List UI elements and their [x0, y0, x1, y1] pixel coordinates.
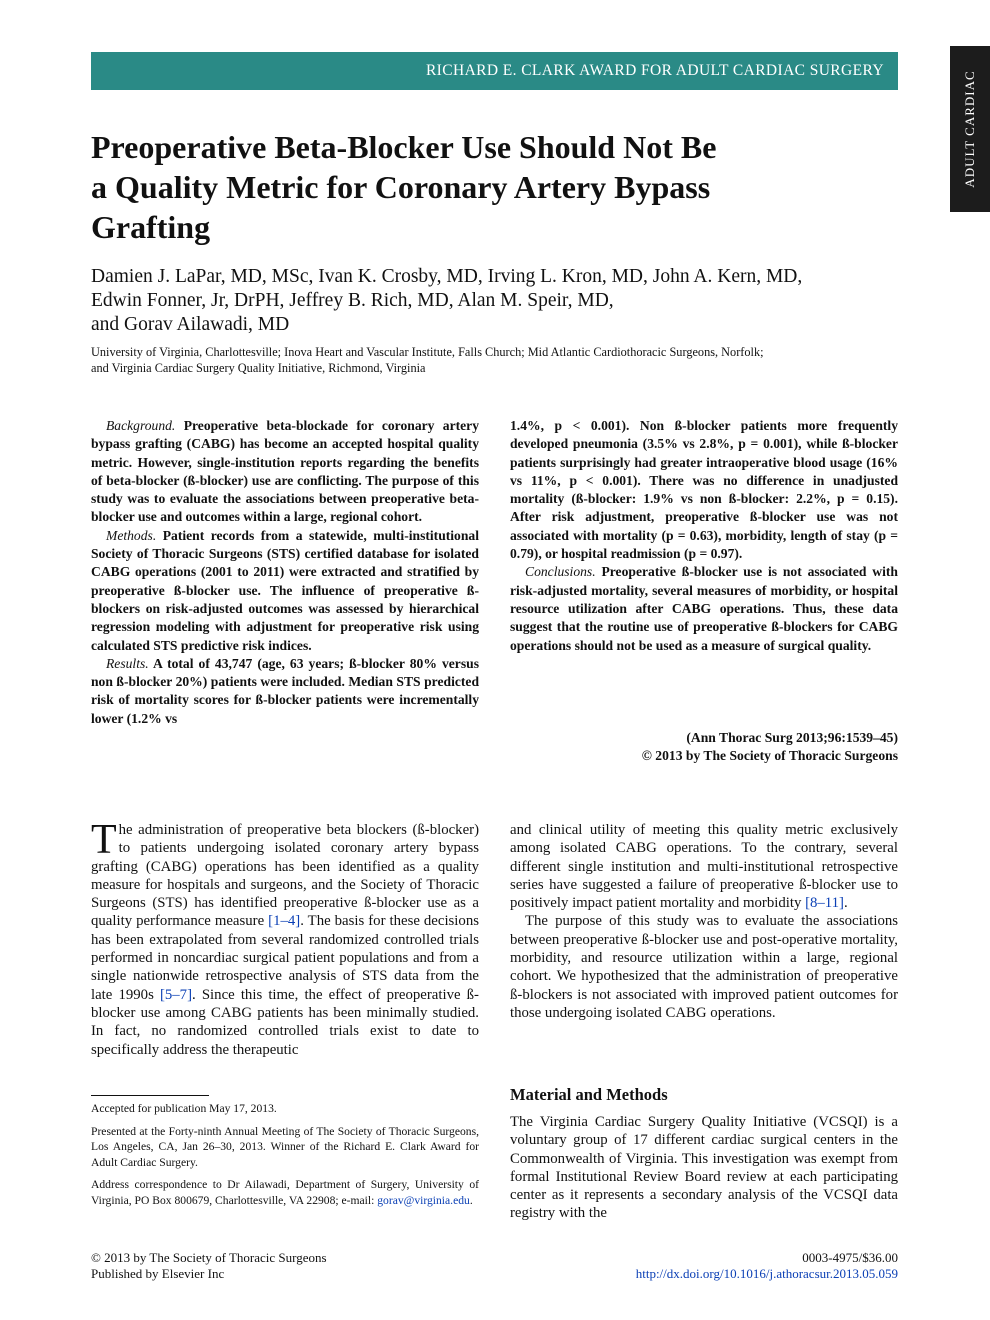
abstract-right-column: [510, 417, 898, 655]
body-right-column: [510, 821, 898, 1022]
side-tab: [950, 46, 990, 212]
footer-price: 0003-4975/$36.00: [802, 1250, 898, 1265]
email-link[interactable]: gorav@virginia.edu: [377, 1193, 470, 1207]
background-text: Preoperative beta-blockade for coronary artery bypass grafting (CABG) has become an accepted hospital quality metric. However, single-institution reports regarding the benefits of beta-blocker (ß-blocker) use are conflicting. The purpose of this study was to evaluate the associations between preoperative beta-blocker use and outcomes within a large, regional cohort.: [91, 418, 479, 525]
methods-label: Methods.: [106, 527, 157, 543]
title-line-2: a Quality Metric for Coronary Artery Bypass: [91, 169, 711, 205]
footer-copyright: © 2013 by The Society of Thoracic Surgeons: [91, 1250, 327, 1265]
footnotes: [91, 1101, 479, 1215]
intro-text-3: . Since this time, the effect of preoperative ß-blocker use among CABG patients has been minimally studied. In fact, no randomized controlled trials exist to date to specifically address the therapeutic: [91, 986, 479, 1058]
authors-line-3: and Gorav Ailawadi, MD: [91, 314, 290, 335]
abstract-left-column: [91, 417, 479, 728]
affiliations: [91, 345, 901, 376]
background-label: Background.: [106, 418, 176, 433]
section-heading-methods: Material and Methods: [510, 1085, 668, 1104]
citation-line-1: (Ann Thorac Surg 2013;96:1539–45): [686, 730, 898, 745]
authors-line-2: Edwin Fonner, Jr, DrPH, Jeffrey B. Rich, MD, Alan M. Speir, MD,: [91, 290, 614, 311]
reference-link-8-11[interactable]: [8–11]: [805, 895, 844, 912]
abstract-conclusions: [510, 563, 898, 654]
results-label: Results.: [106, 655, 149, 671]
purpose-paragraph: The purpose of this study was to evaluate the associations between preoperative ß-blocker use and post-operative mortality, morbidity, and resource utilization within a large, regional cohort. We hypothesized that the administration of preoperative ß-blockers is not associated with improved patient outcomes for those undergoing isolated CABG operations.: [510, 913, 898, 1021]
results-cont-2: p < 0.001). Non ß-blocker patients more frequently developed pneumonia (3.5% vs 2.8%,: [510, 418, 898, 452]
conclusions-text: Preoperative ß-blocker use is not associated with risk-adjusted mortality, several measures of morbidity, or hospital resource utilization after CABG operations. Thus, these data suggest that the routine use of preoperative ß-blockers for CABG operations should not be used as a measure of surgical quality.: [510, 564, 898, 653]
article-title: [91, 127, 811, 247]
conclusions-label: Conclusions.: [525, 564, 596, 580]
abstract-results: [91, 655, 479, 728]
journal-citation: [498, 729, 898, 766]
title-line-1: Preoperative Beta-Blocker Use Should Not Be: [91, 129, 717, 165]
authors-line-1: Damien J. LaPar, MD, MSc, Ivan K. Crosby, MD, Irving L. Kron, MD, John A. Kern, MD,: [91, 266, 803, 287]
section-banner: [91, 52, 898, 90]
citation-copyright: © 2013 by The Society of Thoracic Surgeons: [641, 748, 898, 764]
results-cont-1: 1.4%,: [510, 418, 544, 433]
intro-paragraph: [91, 817, 479, 1059]
results-cont-3: p = 0.001), while ß-blocker patients surprisingly had greater intraoperative blood usage (16% vs 11%,: [510, 436, 898, 488]
affiliations-line-2: and Virginia Cardiac Surgery Quality Initiative, Richmond, Virginia: [91, 360, 426, 375]
results-cont-5: p = 0.15). After risk adjustment, preoperative ß-blocker use was not associated with mortality (: [510, 491, 898, 543]
correspondence-end: .: [469, 1193, 473, 1207]
results-text: A total of 43,747 (age, 63 years; ß-blocker 80% versus non ß-blocker 20%) patients were included. Median STS predicted risk of mortality scores for ß-blocker patients were incrementally lower (1.2% vs: [91, 655, 479, 726]
author-list: [91, 265, 911, 337]
methods-text: Patient records from a statewide, multi-institutional Society of Thoracic Surgeons (STS) certified database for isolated CABG operations (2001 to 2011) were extracted and stratified by preoperative ß-blocker use. The influence of preoperative ß-blockers on risk-adjusted outcomes was assessed by hierarchical regression modeling with adjustment for preoperative risk using calculated STS predictive risk indices.: [91, 527, 479, 653]
doi-link[interactable]: http://dx.doi.org/10.1016/j.athoracsur.2013.05.059: [635, 1265, 898, 1281]
intro-paragraph-continued: [510, 821, 898, 912]
footnote-correspondence: [91, 1177, 479, 1208]
abstract-results-continued: [510, 417, 898, 563]
footer-publisher: Published by Elsevier Inc: [91, 1265, 225, 1281]
footer-left: [91, 1250, 327, 1281]
abstract-methods: [91, 527, 479, 655]
results-cont-6: p = 0.63), morbidity, length of stay (: [665, 527, 879, 543]
affiliations-line-1: University of Virginia, Charlottesville; Inova Heart and Vascular Institute, Falls Church; Mid Atlantic Cardiothoracic Surgeons, Norfolk;: [91, 345, 764, 359]
footnote-divider: [91, 1095, 209, 1096]
footnote-accepted: Accepted for publication May 17, 2013.: [91, 1102, 277, 1115]
abstract-background: [91, 417, 479, 527]
body-left-column: [91, 817, 479, 1059]
intro-text-2: . The basis for these decisions has been extrapolated from several randomized controlled trials performed in noncardiac surgical patient populations and from a single nationwide retrospective analysis of STS data from the late 1990s: [91, 913, 479, 1003]
title-line-3: Grafting: [91, 209, 211, 245]
reference-link-1-4[interactable]: [1–4]: [268, 913, 301, 930]
methods-column: [510, 1113, 898, 1223]
methods-paragraph: The Virginia Cardiac Surgery Quality Initiative (VCSQI) is a voluntary group of 17 different cardiac surgical centers in the Commonwealth of Virginia. This investigation was exempt from formal Institutional Review Board review at each participating center as it represents a secondary analysis of the VCSQI data registry with the: [510, 1114, 898, 1222]
reference-link-5-7[interactable]: [5–7]: [159, 986, 193, 1003]
side-tab-text: ADULT CARDIAC: [962, 70, 977, 188]
results-cont-7: p = 0.79), or hospital readmission (: [510, 527, 898, 562]
footnote-presented: Presented at the Forty-ninth Annual Meeting of The Society of Thoracic Surgeons, Los Angeles, CA, Jan 26–30, 2013. Winner of the Richard E. Clark Award for Adult Cardiac Surgery.: [91, 1124, 479, 1169]
drop-cap: T: [91, 817, 117, 863]
results-cont-8: p = 0.97).: [688, 546, 743, 562]
intro-text-5: .: [843, 895, 848, 912]
correspondence-text: Address correspondence to Dr Ailawadi, Department of Surgery, University of Virginia, PO Box 800679, Charlottesville, VA 22908; e-mail:: [91, 1178, 479, 1207]
banner-text: RICHARD E. CLARK AWARD FOR ADULT CARDIAC SURGERY: [425, 62, 884, 79]
results-cont-4: p < 0.001). There was no difference in unadjusted mortality (ß-blocker: 1.9% vs non ß-blocker: 2.2%,: [510, 472, 899, 507]
intro-text-1: he administration of preoperative beta blockers (ß-blocker) to patients undergoing isolated coronary artery bypass grafting (CABG) operations has been identified as a quality measure for hospitals and surgeons, and the Society of Thoracic Surgeons (STS) has identified preoperative ß-blocker use as a quality performance measure: [91, 822, 479, 930]
footer-right: [636, 1250, 898, 1281]
intro-text-4: and clinical utility of meeting this quality metric exclusively among isolated CABG operations. To the contrary, several different single institution and multi-institutional retrospective series have suggested a failure of preoperative ß-blocker use to positively impact patient mortality and morbidity: [510, 822, 898, 912]
